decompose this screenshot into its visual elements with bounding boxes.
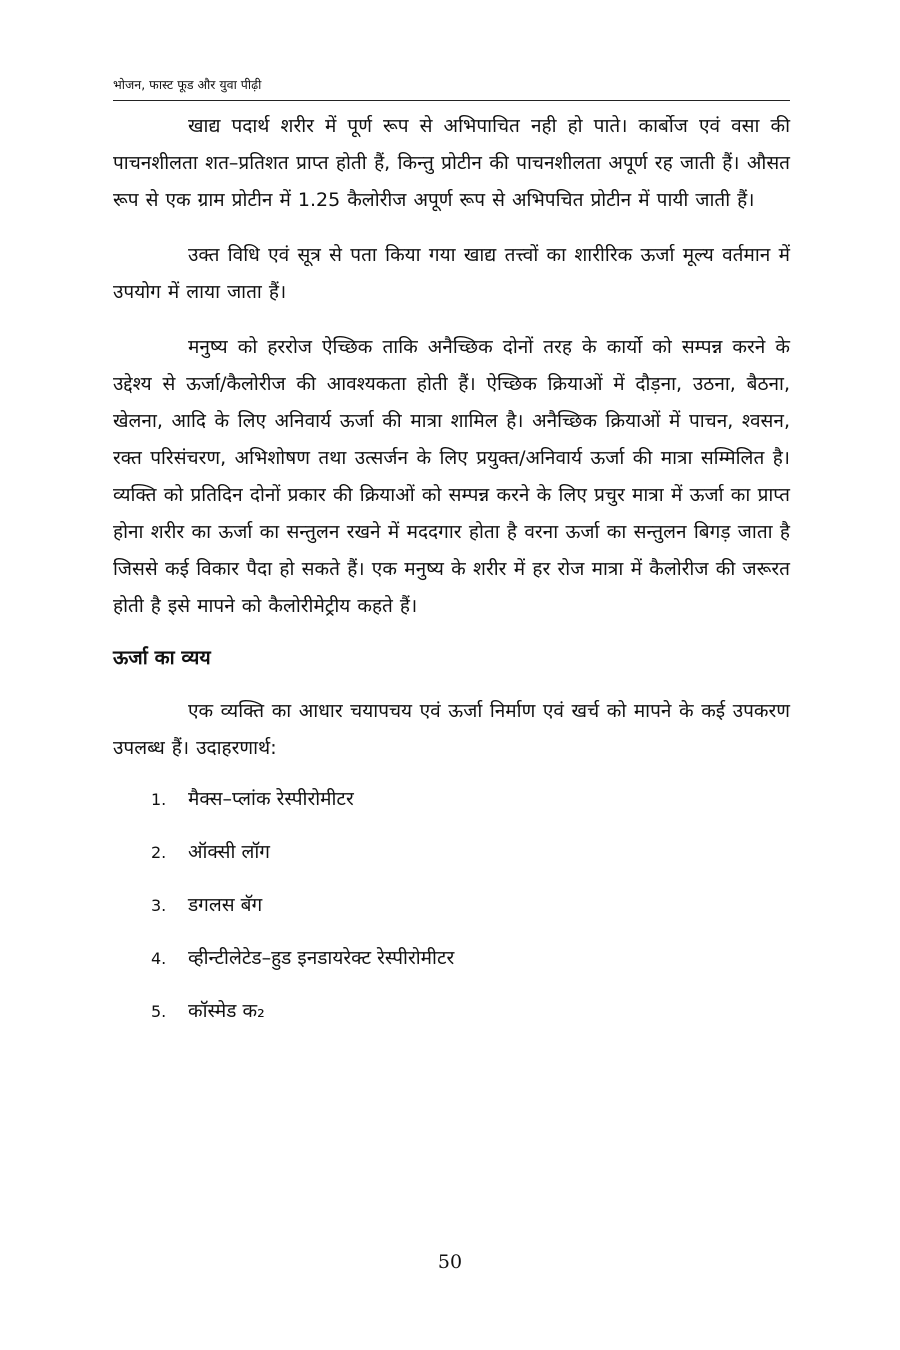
list-item [151,785,790,814]
page-body [113,108,790,1050]
list-item-text: ऑक्सी लॉग [188,841,270,863]
section-heading: ऊर्जा का व्यय [113,646,211,669]
page-number: 50 [437,1251,463,1273]
list-item-number: 3. [151,896,167,915]
running-title: भोजन, फास्ट फूड और युवा पीढ़ी [113,77,262,92]
running-header [113,74,790,101]
paragraph-digestibility: खाद्य पदार्थ शरीर में पूर्ण रूप से अभिपाचित नही हो पाते। कार्बोज एवं वसा की पाचनशीलता शत–प्रतिशत प्राप्त होती हैं, किन्तु प्रोटीन की पाचनशीलता अपूर्ण रह जाती हैं। औसत रूप से एक ग्राम प्रोटीन में 1.25 कैलोरीज अपूर्ण रूप से अभिपचित प्रोटीन में पायी जाती हैं। [113,115,790,211]
list-item-number: 4. [151,949,167,968]
list-item-text: मैक्स–प्लांक रेस्पीरोमीटर [188,788,354,810]
list-item-number: 2. [151,843,167,862]
list-item-text: डगलस बॅग [188,894,263,916]
list-item-number: 1. [151,790,167,809]
list-item-text: कॉस्मेड क₂ [188,1000,265,1022]
paragraph-calorie-requirement: मनुष्य को हररोज ऐच्छिक ताकि अनैच्छिक दोनों तरह के कार्यो को सम्पन्न करने के उद्देश्य से ऊर्जा/कैलोरीज की आवश्यकता होती हैं। ऐच्छिक क्रियाओं में दौड़ना, उठना, बैठना, खेलना, आदि के लिए अनिवार्य ऊर्जा की मात्रा शामिल है। अनैच्छिक क्रियाओं में पाचन, श्वसन, रक्त परिसंचरण, अभिशोषण तथा उत्सर्जन के लिए प्रयुक्त/अनिवार्य ऊर्जा की मात्रा सम्मिलित है। व्यक्ति को प्रतिदिन दोनों प्रकार की क्रियाओं को सम्पन्न करने के लिए प्रचुर मात्रा में ऊर्जा का प्राप्त होना शरीर का ऊर्जा का सन्तुलन रखने में मददगार होता है वरना ऊर्जा का सन्तुलन बिगड़ जाता है जिससे कई विकार पैदा हो सकते हैं। एक मनुष्य के शरीर में हर रोज मात्रा में कैलोरीज की जरूरत होती है इसे मापने को कैलोरीमेट्रीय कहते हैं। [113,336,790,617]
list-item [151,891,790,920]
instrument-list [113,785,790,1026]
list-item [151,944,790,973]
list-item-text: व्हीन्टीलेटेड–हुड इनडायरेक्ट रेस्पीरोमीटर [188,947,455,969]
list-item-number: 5. [151,1002,167,1021]
paragraph-energy-value: उक्त विधि एवं सूत्र से पता किया गया खाद्य तत्त्वों का शारीरिक ऊर्जा मूल्य वर्तमान में उपयोग में लाया जाता हैं। [113,244,790,303]
list-item [151,997,790,1026]
paragraph-instruments-intro: एक व्यक्ति का आधार चयापचय एवं ऊर्जा निर्माण एवं खर्च को मापने के कई उपकरण उपलब्ध हैं। उदाहरणार्थ: [113,700,790,759]
list-item [151,838,790,867]
